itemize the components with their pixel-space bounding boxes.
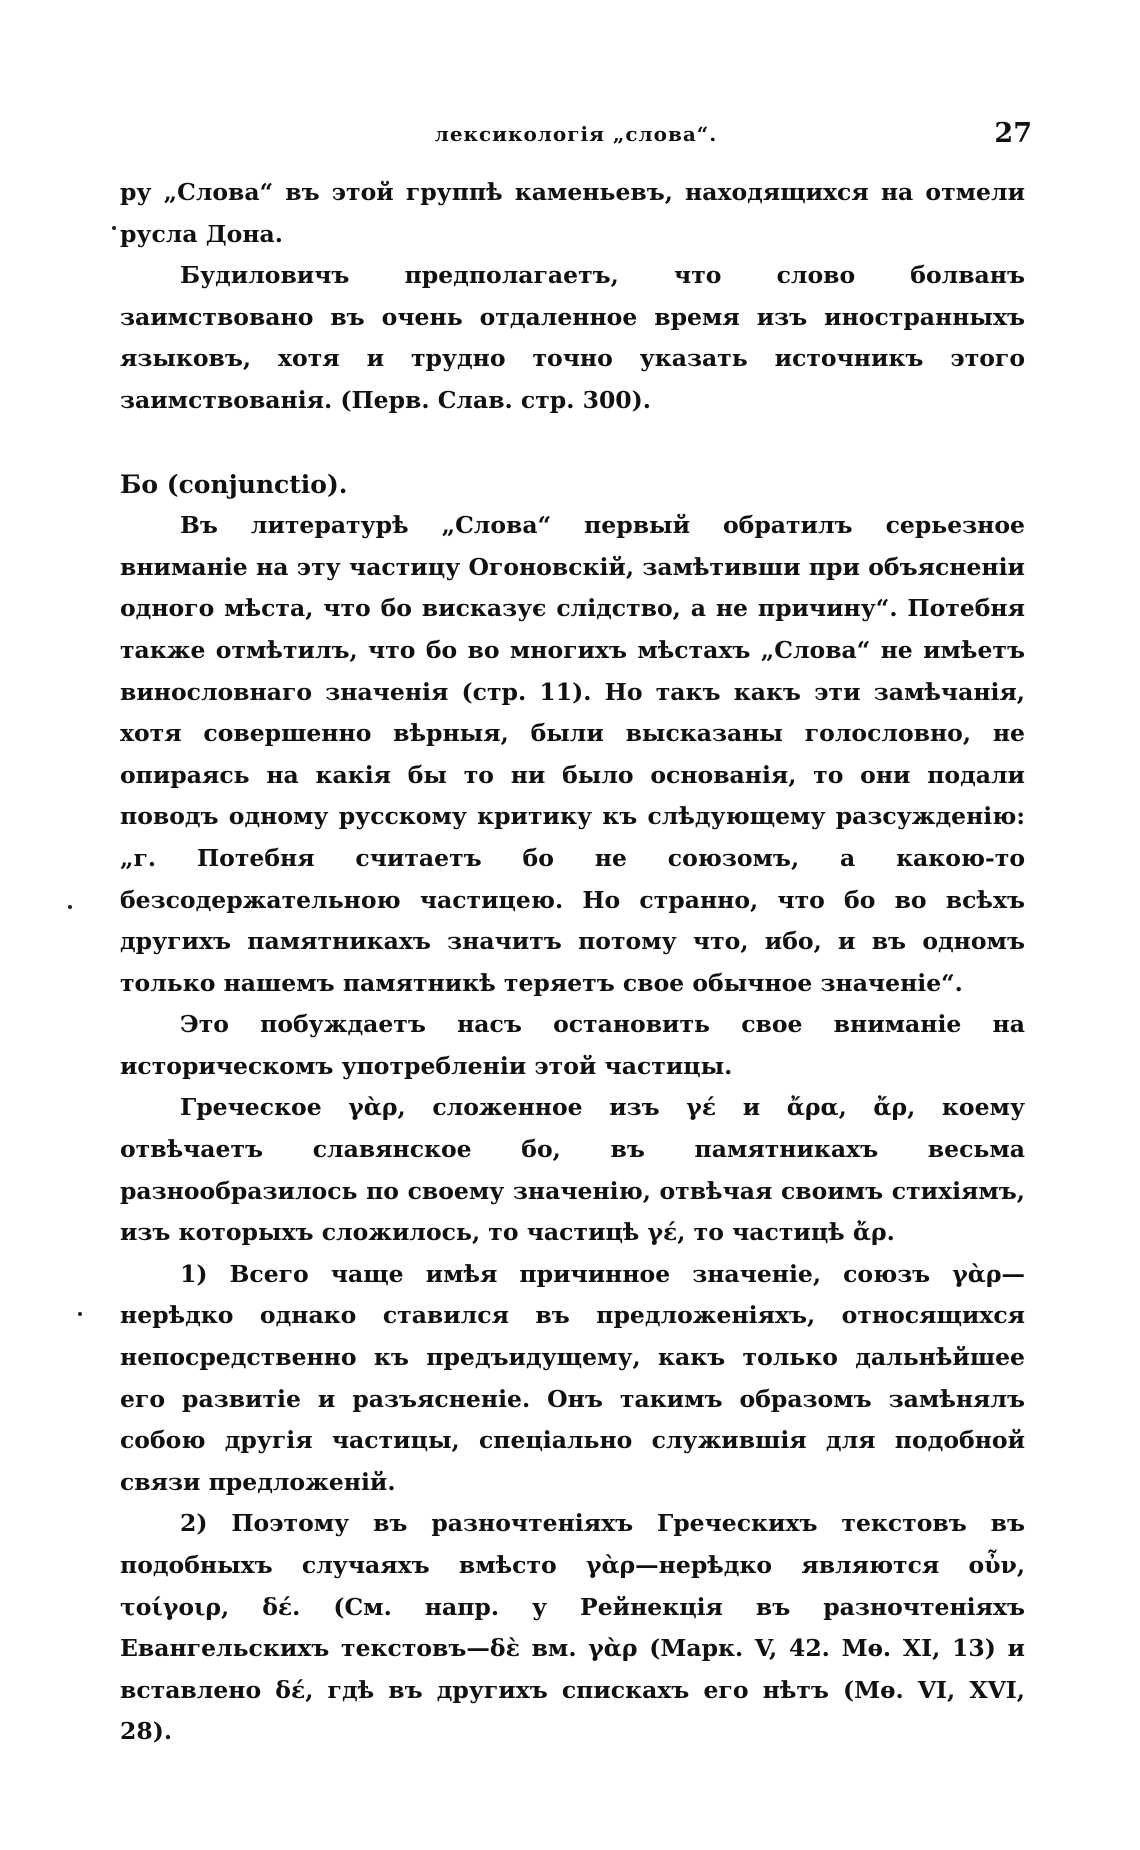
paragraph-4: Это побуждаетъ насъ остановить свое вниманіе на историческомъ употребленіи этой частицы.: [120, 1010, 1025, 1080]
print-speck: [78, 1312, 82, 1316]
section-heading: Бо (conjunctio).: [120, 469, 348, 499]
paragraph-1: ру „Слова“ въ этой группѣ каменьевъ, находящихся на отмели русла Дона.: [120, 178, 1025, 248]
paragraph-7: 2) Поэтому въ разночтеніяхъ Греческихъ текстовъ въ подобныхъ случаяхъ вмѣсто γὰρ—нерѣдко являются οὖν, τοίγοιρ, δέ. (См. напр. у Рейнекція въ разночтеніяхъ Евангельскихъ текстовъ—δὲ вм. γὰρ (Марк. V, 42. Мѳ. XI, 13) и вставлено δέ, гдѣ въ другихъ спискахъ его нѣтъ (Мѳ. VI, XVI, 28).: [120, 1509, 1025, 1746]
paragraph-3: Въ литературѣ „Слова“ первый обратилъ серьезное вниманіе на эту частицу Огоновскій, замѣтивши при объясненіи одного мѣста, что бо висказує слідство, а не причину“. Потебня также отмѣтилъ, что бо во многихъ мѣстахъ „Слова“ не имѣетъ винословнаго значенія (стр. 11). Но такъ какъ эти замѣчанія, хотя совершенно вѣрныя, были высказаны голословно, не опираясь на какія бы то ни было основанія, то они подали поводъ одному русскому критику къ слѣдующему разсужденію: „г. Потебня считаетъ бо не союзомъ, а какою-то безсодержательною частицею. Но странно, что бо во всѣхъ другихъ памятникахъ значитъ потому что, ибо, и въ одномъ только нашемъ памятникѣ теряетъ свое обычное значеніе“.: [120, 511, 1025, 997]
running-title: лексикологія „слова“.: [434, 122, 718, 146]
paragraph-6: 1) Всего чаще имѣя причинное значеніе, союзъ γὰρ—нерѣдко однако ставился въ предложеніяхъ, относящихся непосредственно къ предъидущему, какъ только дальнѣйшее его развитіе и разъясненіе. Онъ такимъ образомъ замѣнялъ собою другія частицы, спеціально служившія для подобной связи предложеній.: [120, 1259, 1025, 1496]
print-speck: [68, 905, 72, 909]
print-speck: [112, 226, 116, 230]
paragraph-5: Греческое γὰρ, сложенное изъ γέ и ἄρα, ἄρ, коему отвѣчаетъ славянское бо, въ памятникахъ весьма разнообразилось по своему значенію, отвѣчая своимъ стихіямъ, изъ которыхъ сложилось, то частицѣ γέ, то частицѣ ἄρ.: [120, 1093, 1025, 1247]
page-header: [120, 118, 1032, 158]
page-number: 27: [994, 118, 1032, 149]
section-gap: [120, 422, 1025, 464]
paragraph-2: Будиловичъ предполагаетъ, что слово болванъ заимствовано въ очень отдаленное время изъ иностранныхъ языковъ, хотя и трудно точно указать источникъ этого заимствованія. (Перв. Слав. стр. 300).: [120, 261, 1025, 414]
page-body: [120, 172, 1025, 1753]
